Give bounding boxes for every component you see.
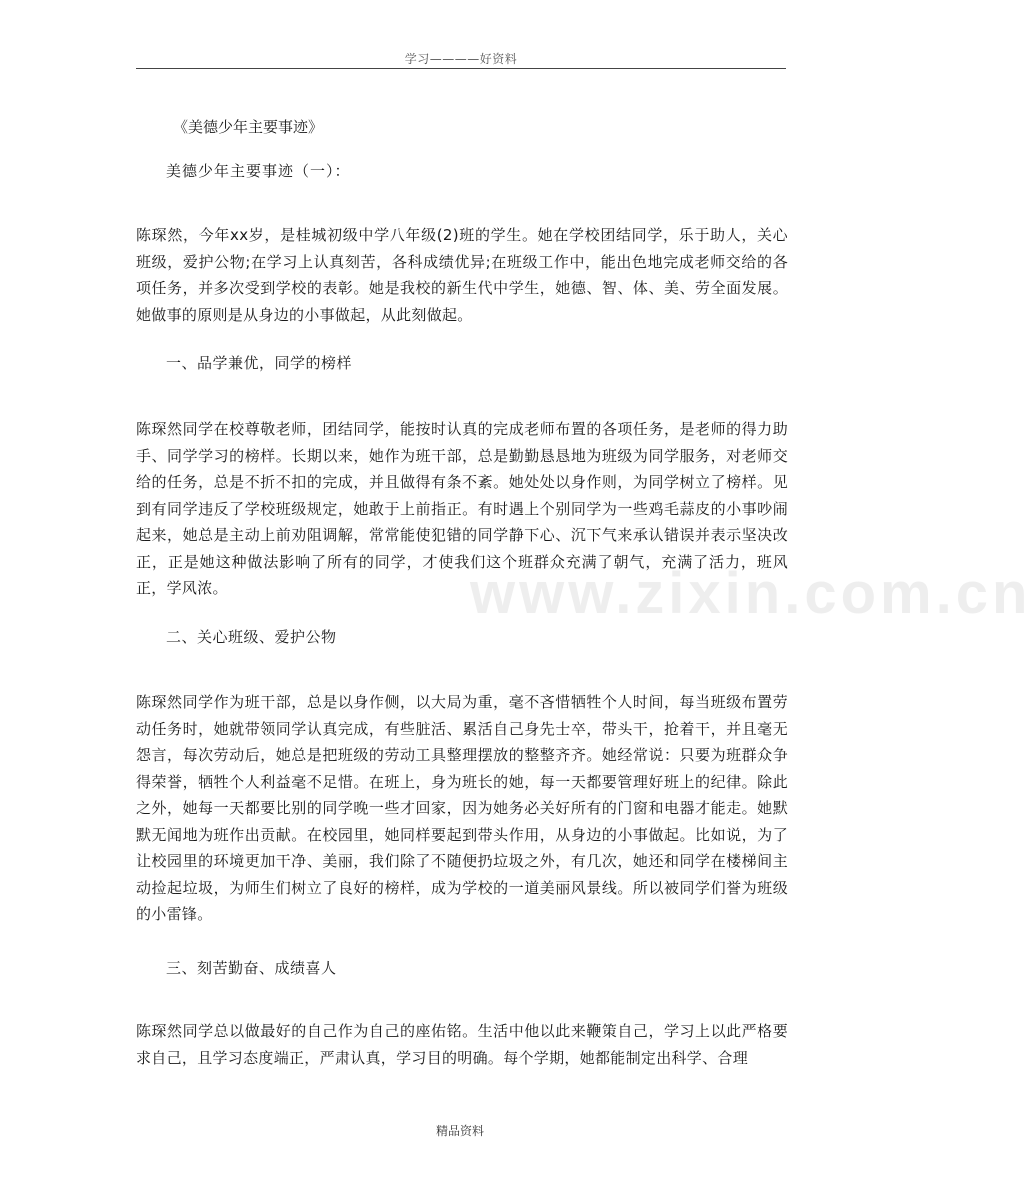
- section-body-3: 陈琛然同学总以做最好的自己作为自己的座佑铭。生活中他以此来鞭策自己，学习上以此严格要求自己，且学习态度端正，严肃认真，学习目的明确。每个学期，她都能制定出科学、合理: [136, 1022, 788, 1067]
- document-subtitle: 美德少年主要事迹（一）：: [166, 162, 351, 180]
- section-heading-3: 三、刻苦勤奋、成绩喜人: [166, 959, 337, 977]
- section-heading-1: 一、品学兼优，同学的榜样: [166, 354, 353, 372]
- document-title: 《美德少年主要事迹》: [173, 118, 324, 136]
- section-body-2: 陈琛然同学作为班干部，总是以身作侧，以大局为重，毫不吝惜牺牲个人时间，每当班级布置劳动任务时，她就带领同学认真完成，有些脏活、累活自己身先士卒，带头干，抢着干，并且毫无怨言，每次劳动后，她总是把班级的劳动工具整理摆放的整整齐齐。她经常说：只要为班群众争得荣誉，牺牲个人利益毫不足惜。在班上，身为班长的她，每一天都要管理好班上的纪律。除此之外，她每一天都要比别的同学晚一些才回家，因为她务必关好所有的门窗和电器才能走。她默默无闻地为班作出贡献。在校园里，她同样要起到带头作用，从身边的小事做起。比如说，为了让校园里的环境更加干净、美丽，我们除了不随便扔垃圾之外，有几次，她还和同学在楼梯间主动捡起垃圾，为师生们树立了良好的榜样，成为学校的一道美丽风景线。所以被同学们誉为班级的小雷锋。: [136, 693, 788, 923]
- header-rule: [136, 68, 786, 69]
- watermark: www.zixin.com.cn: [470, 561, 1031, 626]
- page-footer: 精品资料: [435, 1124, 484, 1138]
- section-body-1: 陈琛然同学在校尊敬老师，团结同学，能按时认真的完成老师布置的各项任务，是老师的得力助手、同学学习的榜样。长期以来，她作为班干部，总是勤勤恳恳地为班级为同学服务，对老师交给的任务，总是不折不扣的完成，并且做得有条不紊。她处处以身作则，为同学树立了榜样。见到有同学违反了学校班级规定，她敢于上前指正。有时遇上个别同学为一些鸡毛蒜皮的小事吵闹起来，她总是主动上前劝阻调解，常常能使犯错的同学静下心、沉下气来承认错误并表示坚决改正，正是她这种做法影响了所有的同学，才使我们这个班群众充满了朝气，充满了活力，班风正，学风浓。: [136, 420, 788, 597]
- page-header: 学习————好资料: [404, 52, 518, 66]
- intro-paragraph: 陈琛然，今年xx岁，是桂城初级中学八年级(2)班的学生。她在学校团结同学，乐于助人，关心班级，爱护公物;在学习上认真刻苦，各科成绩优异;在班级工作中，能出色地完成老师交给的各项任务，并多次受到学校的表彰。她是我校的新生代中学生，她德、智、体、美、劳全面发展。她做事的原则是从身边的小事做起，从此刻做起。: [136, 226, 788, 324]
- section-heading-2: 二、关心班级、爱护公物: [166, 628, 337, 646]
